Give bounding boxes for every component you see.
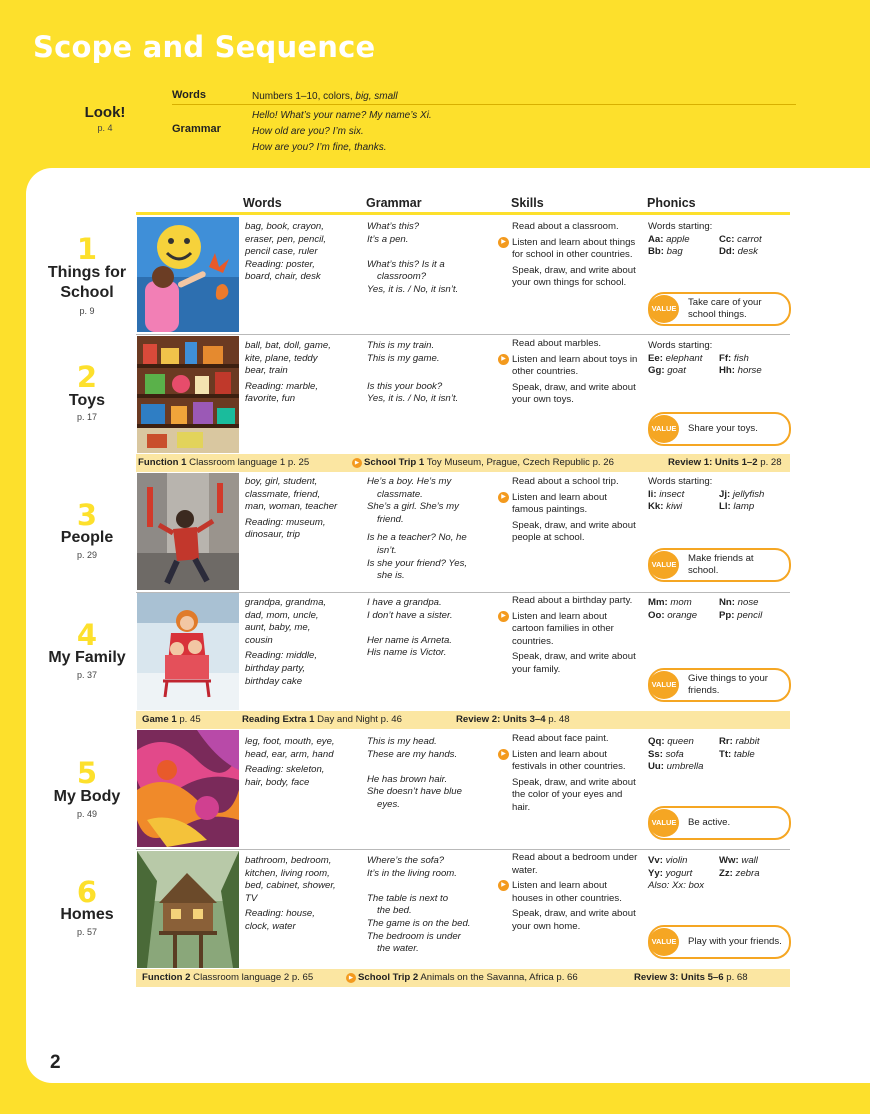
unit-words: grandpa, grandma, dad, mom, uncle, aunt, baby, me, cousin Reading: middle, birthday party, birthday cake [245,597,327,687]
unit-grammar: This is my head. These are my hands. He has brown hair. She doesn’t have blue eyes. [367,736,462,810]
unit-phonics: Words starting: Aa: apple Cc: carrot Bb: bag Dd: desk [648,221,762,258]
unit-photo-toys [137,336,239,453]
unit-title: Homes [60,906,114,923]
audio-play-icon: ▶ Listen and learn about toys in other countries. [502,354,638,379]
unit-skills: Read about a birthday party. ▶ Listen and learn about cartoon families in other countries. Speak, draw, and write about your family. [502,595,638,677]
unit-phonics: Words starting: Ii: insect Jj: jellyfish Kk: kiwi Ll: lamp [648,476,765,513]
unit-page: p. 57 [76,927,98,937]
value-badge: VALUE [649,928,679,956]
value-badge: VALUE [649,295,679,323]
value-callout [648,925,791,959]
supplement-strip [136,969,790,987]
header-grammar: Grammar [366,196,422,210]
value-text: Share your toys. [688,423,758,434]
look-grammar-line: How are you? I’m fine, thanks. [252,142,387,153]
strip-item: Review 3: Units 5–6 p. 68 [634,972,748,983]
value-callout [648,668,791,702]
header-phonics: Phonics [647,196,696,210]
unit-number: 3 [76,498,98,532]
look-title: Look! [84,104,126,121]
unit-page: p. 37 [76,670,98,680]
audio-play-icon: ▶ Listen and learn about things for school in other countries. [502,237,638,262]
unit-skills: Read about a school trip. ▶ Listen and learn about famous paintings. Speak, draw, and write about people at school. [502,476,638,545]
strip-item: Review 2: Units 3–4 p. 48 [456,714,570,725]
value-text: Play with your friends. [688,936,782,947]
strip-item: ▶ School Trip 1 Toy Museum, Prague, Czech Republic p. 26 [352,454,614,472]
look-page: p. 4 [97,123,113,133]
audio-play-icon: ▶ Listen and learn about festivals in other countries. [502,749,638,774]
unit-title: My Body [53,788,121,805]
unit-grammar: What’s this? It’s a pen. What’s this? Is it a classroom? Yes, it is. / No, it isn’t. [367,221,459,295]
audio-play-icon: ▶ Listen and learn about famous paintings. [502,492,638,517]
unit-skills: Read about face paint. ▶ Listen and learn about festivals in other countries. Speak, draw, and write about the color of your eyes and hair. [502,733,638,815]
look-grammar-label: Grammar [172,123,221,135]
strip-item: Function 1 Classroom language 1 p. 25 [138,457,310,468]
look-grammar-value [252,108,432,156]
unit-words: boy, girl, student, classmate, friend, man, woman, teacher Reading: museum, dinosaur, trip [245,476,338,541]
supplement-strip [136,454,790,472]
unit-number: 1 [76,232,98,266]
play-icon: ▶ [352,458,362,468]
value-text: Take care of your school things. [688,297,762,320]
look-words-value: Numbers 1–10, colors, big, small [252,91,398,102]
value-badge: VALUE [649,415,679,443]
unit-title: My Family [48,649,126,666]
unit-title: People [60,529,114,546]
audio-play-icon: ▶ Listen and learn about cartoon families in other countries. [502,611,638,649]
supplement-strip [136,711,790,729]
unit-skills: Read about a classroom. ▶ Listen and learn about things for school in other countries. Speak, draw, and write about your own things for school. [502,221,638,290]
row-divider [136,334,790,335]
unit-skills: Read about marbles. ▶ Listen and learn about toys in other countries. Speak, draw, and write about your own toys. [502,338,638,407]
look-divider [172,104,796,105]
unit-words: bathroom, bedroom, kitchen, living room, bed, cabinet, shower, TV Reading: house, clock, water [245,855,336,932]
strip-item: ▶ School Trip 2 Animals on the Savanna, Africa p. 66 [346,969,578,987]
row-divider [136,849,790,850]
value-text: Make friends at school. [688,553,754,576]
unit-grammar: He’s a boy. He’s my classmate. She’s a girl. She’s my friend. Is he a teacher? No, he isn’t. Is she your friend? Yes, she is. [367,476,468,582]
unit-phonics: Mm: mom Nn: nose Oo: orange Pp: pencil [648,597,763,621]
unit-photo-body [137,730,239,847]
unit-page: p. 9 [79,306,95,316]
strip-item: Reading Extra 1 Day and Night p. 46 [242,714,402,725]
value-badge: VALUE [649,809,679,837]
strip-item: Review 1: Units 1–2 p. 28 [668,457,782,468]
unit-words: leg, foot, mouth, eye, head, ear, arm, hand Reading: skeleton, hair, body, face [245,736,335,788]
value-text: Be active. [688,817,731,828]
unit-title: Toys [68,392,106,409]
unit-grammar: This is my train. This is my game. Is this your book? Yes, it is. / No, it isn’t. [367,340,459,405]
unit-words: ball, bat, doll, game, kite, plane, teddy bear, train Reading: marble, favorite, fun [245,340,331,405]
value-badge: VALUE [649,551,679,579]
page-number: 2 [50,1052,61,1073]
value-callout [648,412,791,446]
value-callout [648,548,791,582]
look-grammar-line: Hello! What’s your name? My name’s Xi. [252,110,432,121]
unit-grammar: I have a grandpa. I don’t have a sister. Her name is Arneta. His name is Victor. [367,597,453,659]
audio-play-icon: ▶ Listen and learn about houses in other countries. [502,880,638,905]
header-underline [136,212,790,215]
unit-words: bag, book, crayon, eraser, pen, pencil, pencil case, ruler Reading: poster, board, chair, desk [245,221,327,283]
value-callout [648,292,791,326]
unit-number: 6 [76,875,98,909]
unit-page: p. 17 [76,412,98,422]
value-text: Give things to your friends. [688,673,768,696]
unit-phonics: Qq: queen Rr: rabbit Ss: sofa Tt: table Uu: umbrella [648,736,760,773]
look-grammar-line: How old are you? I’m six. [252,126,364,137]
look-unit [62,104,148,133]
unit-number: 4 [76,618,98,652]
play-icon: ▶ [346,973,356,983]
page-title: Scope and Sequence [33,30,376,64]
header-skills: Skills [511,196,544,210]
look-words-label: Words [172,89,207,101]
unit-photo-family [137,593,239,710]
value-badge: VALUE [649,671,679,699]
unit-page: p. 29 [76,550,98,560]
strip-item: Function 2 Classroom language 2 p. 65 [142,972,314,983]
unit-number: 2 [76,360,98,394]
unit-photo-homes [137,851,239,968]
unit-phonics: Vv: violin Ww: wall Yy: yogurt Zz: zebra Also: Xx: box [648,855,760,892]
unit-photo-people [137,473,239,590]
unit-photo-classroom [137,217,239,332]
unit-skills: Read about a bedroom under water. ▶ Listen and learn about houses in other countries. Speak, draw, and write about your own home. [502,852,638,934]
strip-item: Game 1 p. 45 [142,714,201,725]
unit-number: 5 [76,756,98,790]
unit-title: Things for School [47,264,127,301]
unit-page: p. 49 [76,809,98,819]
unit-grammar: Where’s the sofa? It’s in the living room. The table is next to the bed. The game is on the bed. The bedroom is under the water. [367,855,471,955]
header-words: Words [243,196,282,210]
value-callout [648,806,791,840]
unit-phonics: Words starting: Ee: elephant Ff: fish Gg: goat Hh: horse [648,340,762,377]
